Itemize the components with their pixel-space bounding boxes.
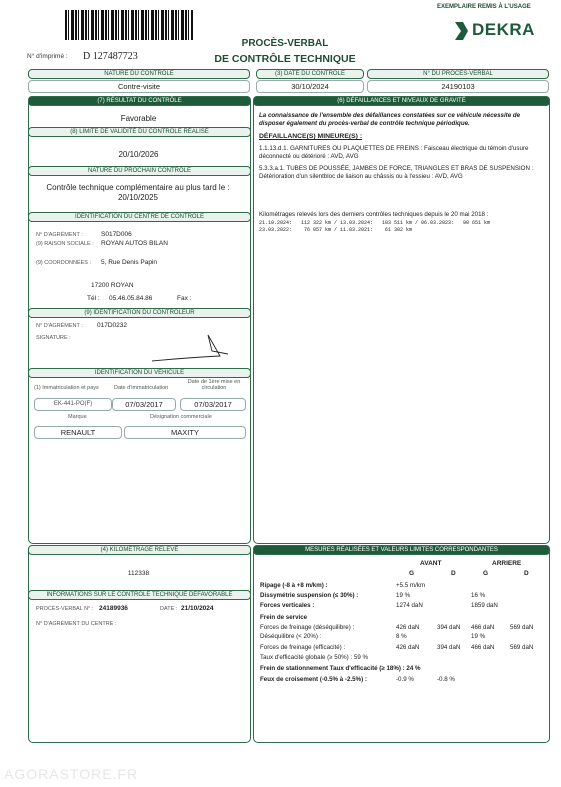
mesure-value: 426 daN bbox=[396, 624, 420, 631]
ctrl-agrement-value: 017D0232 bbox=[97, 322, 127, 329]
result-value: Favorable bbox=[120, 114, 157, 123]
nature-value: Contre-visite bbox=[28, 80, 250, 93]
result-header: (7) RÉSULTAT DU CONTRÔLE bbox=[28, 96, 251, 106]
mesures-header: MESURES RÉALISÉES ET VALEURS LIMITES CORRESPONDANTES bbox=[253, 545, 550, 555]
nature-header: NATURE DU CONTRÔLE bbox=[28, 69, 250, 79]
mesure-value: 426 daN bbox=[396, 644, 420, 651]
mesure-label: Taux d'efficacité globale (≥ 50%) : 59 % bbox=[260, 654, 368, 661]
signature-icon bbox=[150, 327, 235, 363]
pv-value: 24190103 bbox=[367, 80, 549, 93]
mesure-value: 16 % bbox=[471, 592, 486, 599]
right-panel bbox=[253, 96, 550, 544]
pv-n-label: PROCÈS-VERBAL N° : bbox=[36, 606, 94, 612]
brand-name: DEKRA bbox=[472, 20, 535, 39]
mesure-label: Forces de freinage (efficacité) : bbox=[260, 644, 346, 651]
defaillance-2: 5.3.3.a.1. TUBES DE POUSSÉE, JAMBES DE FORCE, TRIANGLES ET BRAS DE SUSPENSION : Détérioration d'un silentbloc de liaison au châssis ou à l'essieu : AVD, AVG bbox=[259, 165, 534, 180]
designation-value: MAXITY bbox=[124, 426, 246, 439]
vehicule-header: IDENTIFICATION DU VÉHICULE bbox=[28, 368, 251, 378]
mesure-value: -0.8 % bbox=[437, 676, 455, 683]
left-panel bbox=[28, 96, 251, 544]
km-history-title: Kilométrages relevés lors des derniers contrôles techniques depuis le 20 mai 2018 : bbox=[259, 211, 489, 218]
next-control-header: NATURE DU PROCHAIN CONTRÔLE bbox=[28, 166, 251, 176]
intro-text: La connaissance de l'ensemble des défaillances constatées sur ce véhicule nécessite de disposer également du procès-verbal de contrôle technique périodique. bbox=[259, 112, 521, 127]
mesure-value: 394 daN bbox=[437, 624, 461, 631]
mesure-label: Déséquilibre (< 20%) : bbox=[260, 633, 322, 640]
date-circ-label: Date de 1ère mise en circulation bbox=[187, 379, 241, 391]
raison-value: ROYAN AUTOS BILAN bbox=[101, 240, 168, 247]
centre-agrement-label: N° D'AGRÉMENT DU CENTRE : bbox=[36, 621, 117, 627]
copy-label: EXEMPLAIRE REMIS À L'USAGE bbox=[437, 4, 531, 10]
km-header: (4) KILOMÉTRAGE RELEVÉ bbox=[28, 545, 251, 555]
raison-label: (9) RAISON SOCIALE : bbox=[36, 241, 94, 247]
mesure-value: -0.9 % bbox=[396, 676, 414, 683]
mesure-value: 19 % bbox=[396, 592, 411, 599]
coord-label: (9) COORDONNÉES : bbox=[36, 260, 92, 266]
mesure-value: 466 daN bbox=[471, 644, 495, 651]
mesure-value: +5.5 m/km bbox=[396, 582, 426, 589]
date-immat-value: 07/03/2017 bbox=[112, 398, 176, 411]
mesure-value: 1859 daN bbox=[471, 602, 498, 609]
mesure-label: Forces de freinage (déséquilibre) : bbox=[260, 624, 355, 631]
marque-value: RENAULT bbox=[34, 426, 122, 439]
date-value: 30/10/2024 bbox=[256, 80, 364, 93]
info-header: INFORMATIONS SUR LE CONTRÔLE TECHNIQUE DÉFAVORABLE bbox=[28, 590, 251, 600]
pv-header: N° DU PROCÈS-VERBAL bbox=[367, 69, 549, 79]
watermark: AGORASTORE.FR bbox=[4, 766, 139, 782]
dekra-logo-icon bbox=[455, 22, 468, 40]
km-value: 112338 bbox=[127, 570, 150, 577]
coord-value: 5, Rue Denis Papin bbox=[101, 259, 158, 266]
agrement-label: N° D'AGRÉMENT : bbox=[36, 232, 83, 238]
info-date-value: 21/10/2024 bbox=[181, 605, 214, 612]
validity-header: (8) LIMITE DE VALIDITÉ DU CONTRÔLE RÉALISÉ bbox=[28, 127, 251, 137]
marque-label: Marque bbox=[68, 414, 87, 420]
mesure-value: 8 % bbox=[396, 633, 407, 640]
avant-label: AVANT bbox=[420, 560, 442, 567]
mineures-title: DÉFAILLANCE(S) MINEURE(S) : bbox=[259, 133, 363, 140]
mesure-value: 466 daN bbox=[471, 624, 495, 631]
validity-value: 20/10/2026 bbox=[118, 150, 159, 159]
date-immat-label: Date d'immatriculation bbox=[114, 385, 169, 391]
mesure-label: Ripage (-8 à +8 m/km) : bbox=[260, 582, 328, 589]
doc-title-2: DE CONTRÔLE TECHNIQUE bbox=[214, 53, 356, 65]
next-control-value: Contrôle technique complémentaire au plus tard le : 20/10/2025 bbox=[46, 183, 230, 202]
agrement-value: S017D006 bbox=[101, 231, 132, 238]
defaillances-header: (6) DÉFAILLANCES ET NIVEAUX DE GRAVITÉ bbox=[253, 96, 550, 106]
mesure-value: 569 daN bbox=[510, 644, 534, 651]
mesure-label: Frein de service bbox=[260, 614, 308, 621]
tel-value: 05.46.05.84.86 bbox=[109, 295, 153, 302]
mesure-label: Dissymétrie suspension (≤ 30%) : bbox=[260, 592, 359, 599]
defaillance-1: 1.1.13.d.1. GARNITURES OU PLAQUETTES DE FREINS : Faisceau électrique du témoin d'usure déconnecté ou détérioré : AVD, AVG bbox=[259, 145, 529, 160]
mesure-value: 394 daN bbox=[437, 644, 461, 651]
barcode bbox=[65, 10, 193, 40]
km-history-line-1: 21.10.2024: 112 322 km / 13.03.2024: 103 511 km / 06.03.2023: 90 651 km bbox=[259, 220, 491, 226]
designation-label: Désignation commerciale bbox=[150, 414, 212, 420]
fax-label: Fax : bbox=[177, 295, 192, 302]
mesure-label: Frein de stationnement Taux d'efficacité (≥ 18%) : 24 % bbox=[260, 665, 421, 672]
immat-value: EK-441-PO(F) bbox=[34, 398, 112, 411]
imprime-label: N° d'imprimé : bbox=[27, 53, 68, 60]
avant-d-label: D bbox=[451, 570, 456, 577]
imprime-value: D 127487723 bbox=[83, 51, 138, 62]
immat-label: (1) Immatriculation et pays bbox=[34, 385, 99, 391]
mesure-label: Feux de croisement (-0.5% à -2.5%) : bbox=[260, 676, 367, 683]
mesure-value: 569 daN bbox=[510, 624, 534, 631]
city-value: 17200 ROYAN bbox=[91, 282, 134, 289]
pv-n-value: 24189936 bbox=[99, 605, 128, 612]
centre-header: IDENTIFICATION DU CENTRE DE CONTRÔLE bbox=[28, 212, 251, 222]
controleur-header: (9) IDENTIFICATION DU CONTRÔLEUR bbox=[28, 308, 251, 318]
doc-title-1: PROCÈS-VERBAL bbox=[241, 38, 329, 49]
arriere-label: ARRIERE bbox=[492, 560, 522, 567]
info-date-label: DATE : bbox=[160, 606, 178, 612]
arriere-d-label: D bbox=[524, 570, 529, 577]
tel-label: Tél : bbox=[87, 295, 100, 302]
date-header: (3) DATE DU CONTRÔLE bbox=[256, 69, 364, 79]
mesure-value: 19 % bbox=[471, 633, 486, 640]
arriere-g-label: G bbox=[483, 570, 489, 577]
date-circ-value: 07/03/2017 bbox=[180, 398, 246, 411]
avant-g-label: G bbox=[409, 570, 415, 577]
ctrl-agrement-label: N° D'AGRÉMENT : bbox=[36, 323, 83, 329]
km-history-line-2: 23.03.2022: 76 057 km / 11.03.2021: 61 302 km bbox=[259, 227, 413, 233]
mesure-label: Forces verticales : bbox=[260, 602, 315, 609]
mesure-value: 1274 daN bbox=[396, 602, 423, 609]
signature-label: SIGNATURE : bbox=[36, 335, 71, 341]
